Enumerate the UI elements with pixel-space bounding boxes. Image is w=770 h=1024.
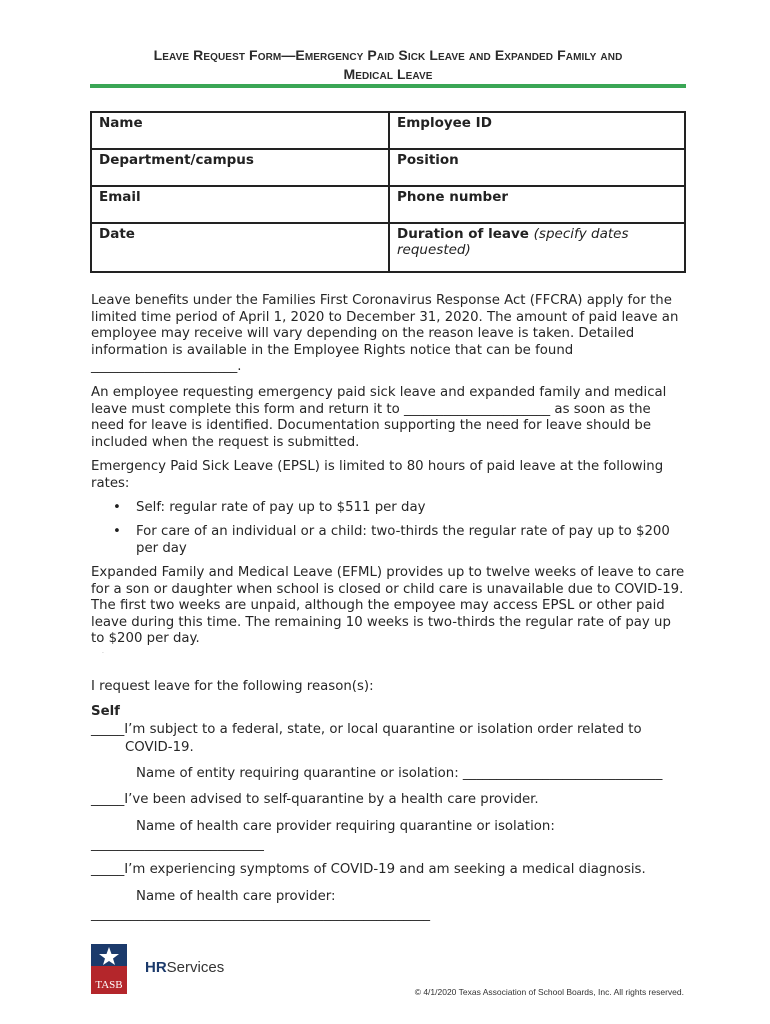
position-cell[interactable] [389, 149, 685, 186]
provider-quarantine-field[interactable]: __________________________ [91, 837, 264, 852]
hr-brand-rest: Services [166, 959, 225, 976]
tasb-logo [91, 944, 127, 994]
department-label: Department/campus [99, 152, 254, 168]
bullet-dot: • [113, 500, 121, 515]
name-cell[interactable] [91, 112, 389, 149]
quarantine-entity-field[interactable]: Name of entity requiring quarantine or isolation: ______________________________ [136, 766, 663, 781]
provider-quarantine-label: Name of health care provider requiring quarantine or isolation: [136, 819, 555, 834]
provider-name-field[interactable]: ___________________________________________________ [91, 907, 431, 922]
duration-note: (specify dates requested) [397, 226, 629, 258]
employee-id-label: Employee ID [397, 115, 492, 131]
tasb-logo-icon [91, 944, 127, 994]
date-cell[interactable] [91, 223, 389, 272]
bullet-dot: • [113, 524, 121, 539]
hr-services-brand [145, 959, 224, 976]
phone-cell[interactable] [389, 186, 685, 223]
copyright-notice: © 4/1/2020 Texas Association of School Boards, Inc. All rights reserved. [414, 987, 684, 997]
department-cell[interactable] [91, 149, 389, 186]
reasons-intro: I request leave for the following reason(s): [91, 679, 374, 694]
self-heading: Self [91, 704, 120, 719]
reason-quarantine-order[interactable]: _____I’m subject to a federal, state, or local quarantine or isolation order related to [91, 722, 642, 737]
title-divider [90, 84, 686, 88]
logo-text: TASB [95, 979, 123, 991]
email-label: Email [99, 189, 141, 205]
bullet-care-rate: For care of an individual or a child: two-thirds the regular rate of pay up to $200 per day [136, 524, 670, 556]
bullet-self-rate: Self: regular rate of pay up to $511 per day [136, 500, 426, 515]
reason-self-quarantine[interactable]: _____I’ve been advised to self-quarantine by a health care provider. [91, 792, 539, 807]
submission-paragraph: An employee requesting emergency paid sick leave and expanded family and medical leave must complete this form and return it to ______________________ as soon as the need for leave is identified. Documentation supporting the need for leave should be included when the request is submitted. [91, 385, 667, 450]
reason-quarantine-order-cont: COVID-19. [125, 740, 194, 755]
duration-label: Duration of leave [397, 226, 529, 242]
name-label: Name [99, 115, 143, 131]
ffcra-paragraph: Leave benefits under the Families First Coronavirus Response Act (FFCRA) apply for the limited time period of April 1, 2020 to December 31, 2020. The amount of paid leave an employee may receive will vary depending on the reason leave is taken. Detailed information is available in the Employee Rights notice that can be found ______________________. [91, 293, 679, 375]
position-label: Position [397, 152, 459, 168]
phone-label: Phone number [397, 189, 509, 205]
reason-symptoms[interactable]: _____I’m experiencing symptoms of COVID-19 and am seeking a medical diagnosis. [91, 862, 646, 877]
email-cell[interactable] [91, 186, 389, 223]
provider-name-label: Name of health care provider: [136, 889, 336, 904]
epsl-paragraph: Emergency Paid Sick Leave (EPSL) is limited to 80 hours of paid leave at the following rates: [91, 459, 664, 491]
duration-cell[interactable] [389, 223, 685, 272]
title-line-2: Medical Leave [343, 66, 433, 82]
form-title [90, 46, 686, 84]
margin-mark: · [102, 650, 104, 657]
hr-brand-bold: HR [145, 959, 167, 976]
employee-info-table [90, 111, 686, 273]
employee-id-cell[interactable] [389, 112, 685, 149]
date-label: Date [99, 226, 135, 242]
title-line-1: Leave Request Form—Emergency Paid Sick Leave and Expanded Family and [153, 47, 623, 63]
efml-paragraph: Expanded Family and Medical Leave (EFML) provides up to twelve weeks of leave to care for a son or daughter when school is closed or child care is unavailable due to COVID-19. The first two weeks are unpaid, although the empoyee may access EPSL or other paid leave during this time. The remaining 10 weeks is two-thirds the regular rate of pay up to $200 per day. [91, 565, 685, 647]
